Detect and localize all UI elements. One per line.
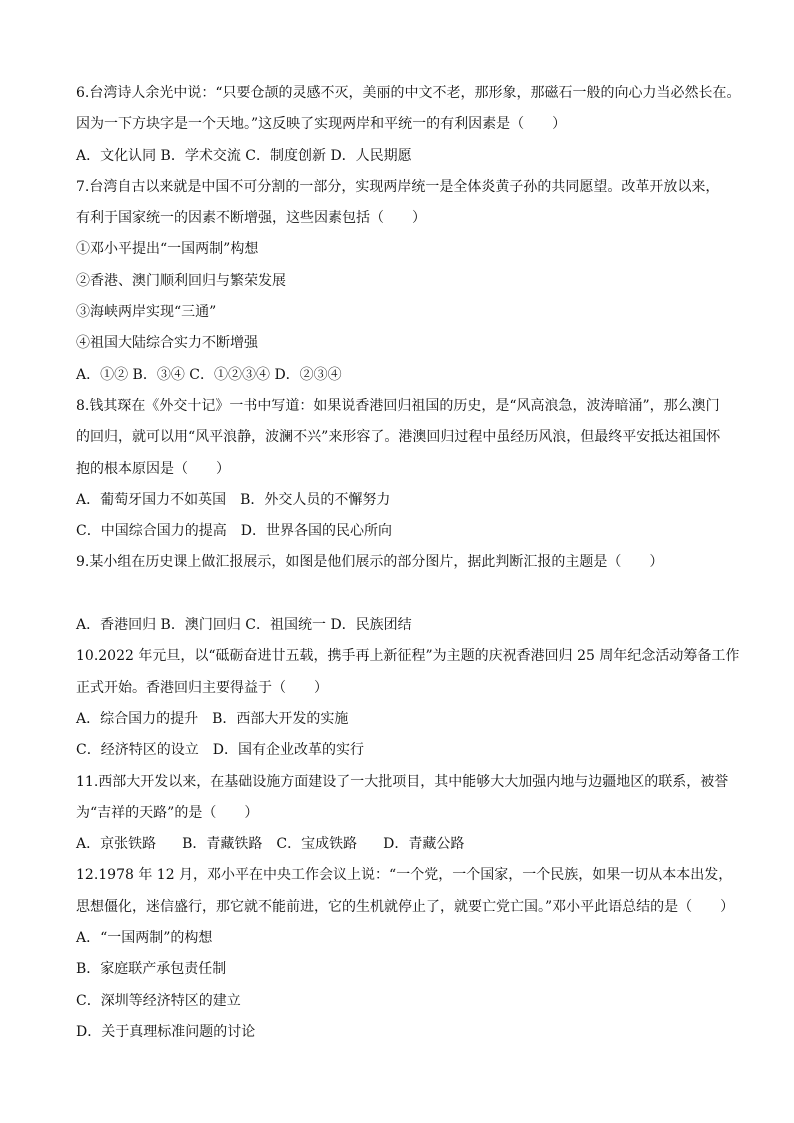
question-stem-line: 12.1978 年 12 月，邓小平在中央工作会议上说：“一个党，一个国家，一个民族，如果一切从本本出发， [76,867,733,884]
option-d: D．关于真理标准问题的讨论 [76,1023,256,1040]
question-stem-line: 为“吉祥的天路”的是（ ） [76,804,259,821]
question-stem-line: 6.台湾诗人余光中说：“只要仓颉的灵感不灭，美丽的中文不老，那形象，那磁石一般的向心力当必然长在。 [76,85,741,101]
question-options-row [76,516,726,547]
question-options: A．①② B．③④ C．①②③④ D．②③④ [76,366,342,383]
question-options-row [76,735,726,766]
option-c: C．深圳等经济特区的建立 [76,992,241,1009]
question-options: A．文化认同 B．学术交流 C．制度创新 D．人民期愿 [76,147,412,164]
question-options-row [76,485,726,516]
question-options: A．香港回归 B．澳门回归 C．祖国统一 D．民族团结 [76,617,412,634]
statement-item: ①邓小平提出“一国两制”构想 [76,241,259,258]
statement-item: ③海峡两岸实现“三通” [76,304,217,321]
option-b: B．家庭联产承包责任制 [76,961,227,978]
question-stem-line: 有利于国家统一的因素不断增强，这些因素包括（ ） [76,210,426,227]
question-stem-line: 因为一下方块字是一个天地。”这反映了实现两岸和平统一的有利因素是（ ） [76,116,567,133]
option-b: B．外交人员的不懈努力 [240,491,391,508]
image-placeholder [76,579,726,610]
option-b: B．西部大开发的实施 [212,710,349,727]
question-stem-line: 9.某小组在历史课上做汇报展示，如图是他们展示的部分图片，据此判断汇报的主题是（ ） [76,554,664,571]
question-stem-line: 10.2022 年元旦，以“砥砺奋进廿五载，携手再上新征程”为主题的庆祝香港回归 25 周年纪念活动筹备工作 [76,648,740,665]
question-9 [76,547,726,641]
option-a: A．葡萄牙国力不如英国 [76,491,227,508]
option-a: A．“一国两制”的构想 [76,930,213,947]
question-options-row [76,829,726,860]
option-a: A．综合国力的提升 [76,710,199,727]
option-d: D．青藏公路 [383,836,465,853]
question-options-row [76,704,726,735]
question-stem-line: 抱的根本原因是（ ） [76,460,230,477]
option-a: A．京张铁路 [76,836,157,853]
option-b: B．青藏铁路 [182,836,263,853]
document-page [76,78,741,1048]
question-12 [76,860,735,1048]
question-stem-line: 正式开始。香港回归主要得益于（ ） [76,679,328,696]
question-stem-line: 11.西部大开发以来，在基础设施方面建设了一大批项目，其中能够大大加强内地与边疆地区的联系，被誉 [76,773,729,790]
question-stem-line: 7.台湾自古以来就是中国不可分割的一部分，实现两岸统一是全体炎黄子孙的共同愿望。改革开放以来， [76,178,720,195]
question-10 [76,641,740,766]
statement-item: ②香港、澳门顺利回归与繁荣发展 [76,272,286,289]
question-stem-line: 的回归，就可以用“风平浪静，波澜不兴”来形容了。港澳回归过程中虽经历风浪，但最终平安抵达祖国怀 [76,429,721,446]
question-stem-line: 8.钱其琛在《外交十记》一书中写道：如果说香港回归祖国的历史，是“风高浪急，波涛暗涌”，那么澳门 [76,397,720,414]
question-11 [76,767,729,861]
option-c: C．中国综合国力的提高 [76,523,227,540]
question-6 [76,78,741,172]
option-d: D．国有企业改革的实行 [212,742,364,759]
option-d: D．世界各国的民心所向 [240,523,392,540]
option-c: C．经济特区的设立 [76,742,199,759]
question-7 [76,172,726,391]
question-stem-line: 思想僵化，迷信盛行，那它就不能前进，它的生机就停止了，就要亡党亡国。”邓小平此语总结的是（ ） [76,898,735,915]
question-8 [76,391,726,547]
statement-item: ④祖国大陆综合实力不断增强 [76,335,258,352]
option-c: C．宝成铁路 [276,836,358,853]
